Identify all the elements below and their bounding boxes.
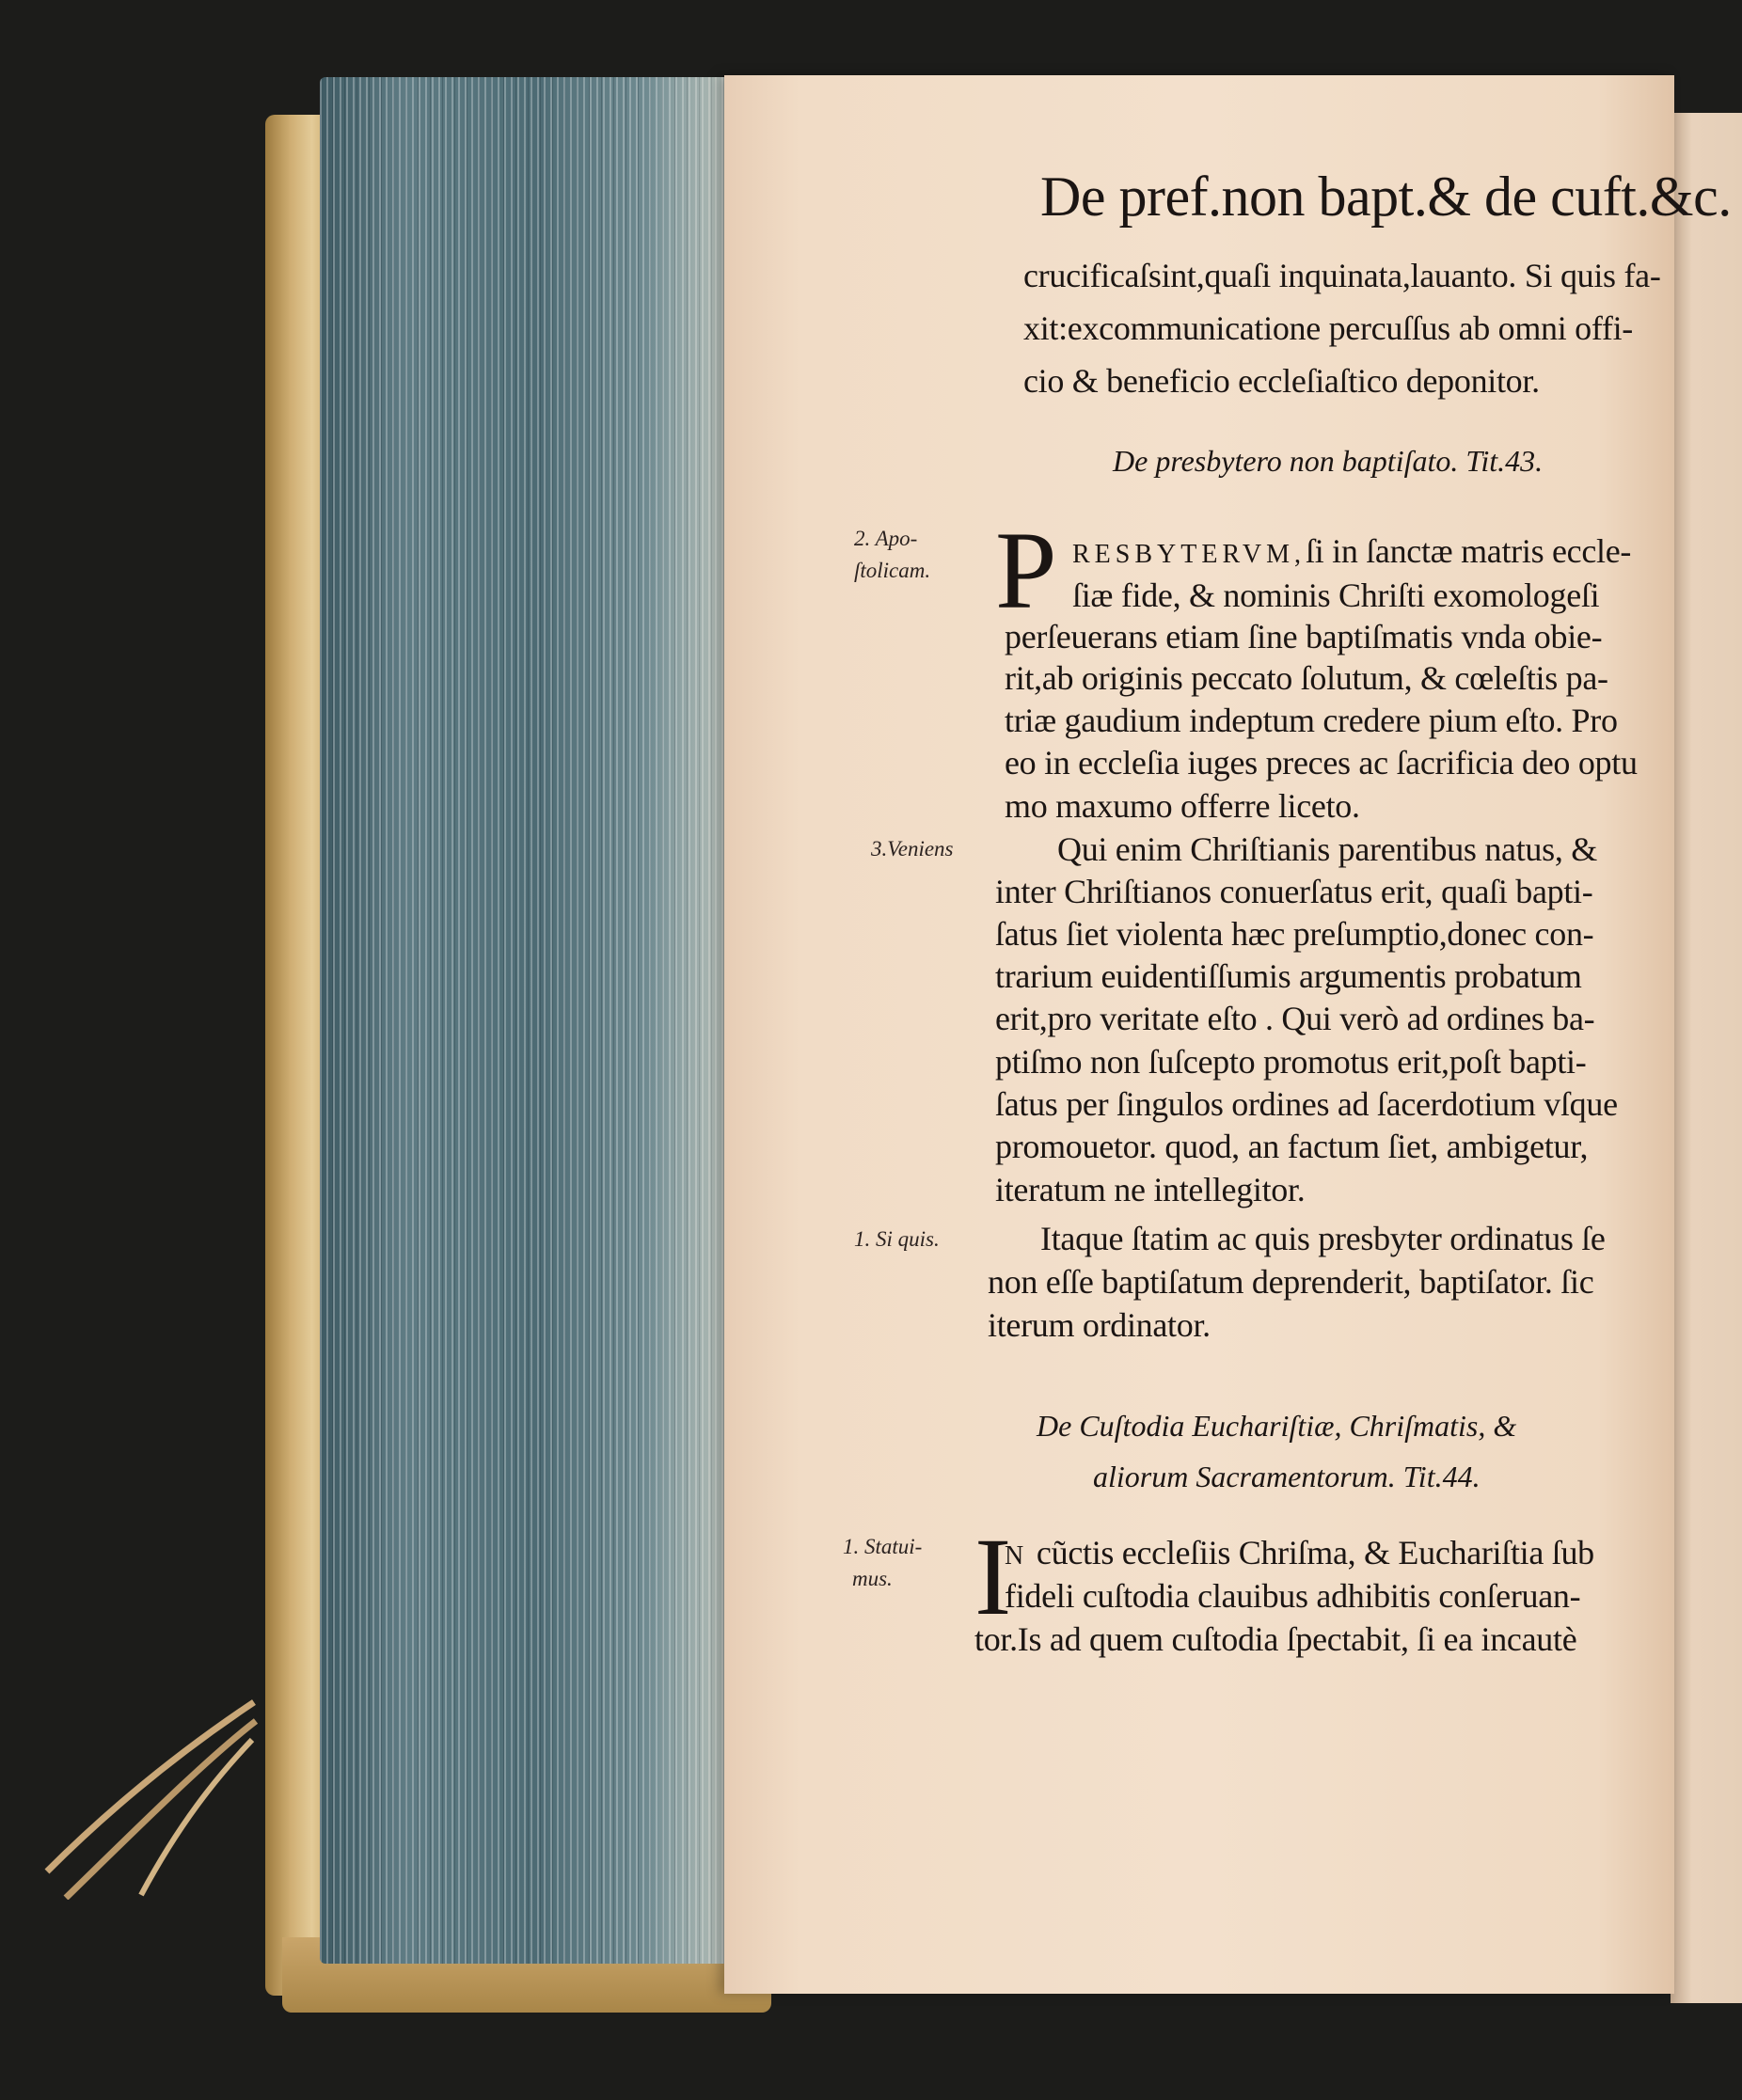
text-line: ſatus per ſingulos ordines ad ſacerdotium vſque bbox=[995, 1085, 1618, 1123]
text-line-first bbox=[1005, 1533, 1594, 1572]
text-line: ptiſmo non ſuſcepto promotus erit,poſt bapti- bbox=[995, 1043, 1587, 1081]
text-line: perſeuerans etiam ſine baptiſmatis vnda obie- bbox=[1005, 618, 1603, 655]
text-line: promouetor. quod, an factum ſiet, ambigetur, bbox=[995, 1128, 1589, 1165]
text-line: mo maxumo offerre liceto. bbox=[1005, 787, 1360, 825]
section-title-44: De Cuſtodia Euchariſtiæ, Chriſmatis, & bbox=[1037, 1409, 1517, 1443]
text-line: rit,ab originis peccato ſolutum, & cœleſtis pa- bbox=[1005, 659, 1608, 697]
margin-note: ſtolicam. bbox=[854, 559, 931, 582]
text-line: xit:excommunicatione percuſſus ab omni offi- bbox=[1023, 309, 1633, 347]
text-line: erit,pro veritate eſto . Qui verò ad ordines ba- bbox=[995, 1000, 1595, 1037]
small-caps-word: RESBYTERVM, bbox=[1072, 540, 1306, 569]
text-line: trarium euidentiſſumis argumentis probatum bbox=[995, 957, 1582, 995]
text-line-first bbox=[1072, 531, 1631, 571]
facing-page-edge bbox=[1671, 113, 1742, 2003]
text-line: ſiæ fide, & nominis Chriſti exomologeſi bbox=[1072, 576, 1600, 614]
text-line: iterum ordinator. bbox=[988, 1306, 1211, 1344]
text-line: triæ gaudium indeptum credere pium eſto. Pro bbox=[1005, 702, 1618, 739]
margin-note: 3.Veniens bbox=[871, 837, 954, 861]
margin-note: 2. Apo- bbox=[854, 527, 918, 550]
small-caps-word: N bbox=[1005, 1541, 1029, 1571]
text-line: Itaque ſtatim ac quis presbyter ordinatus ſe bbox=[1040, 1220, 1606, 1257]
text-line: ſatus ſiet violenta hæc preſumptio,donec con- bbox=[995, 915, 1594, 953]
text-line: Qui enim Chriſtianis parentibus natus, & bbox=[1057, 830, 1597, 868]
text-line: iteratum ne intellegitor. bbox=[995, 1171, 1306, 1208]
text-line: fideli cuſtodia clauibus adhibitis conſeruan- bbox=[1005, 1577, 1581, 1615]
text-line: non eſſe baptiſatum deprenderit, baptiſator. ſic bbox=[988, 1263, 1594, 1301]
margin-note: mus. bbox=[852, 1567, 893, 1590]
text-line: eo in eccleſia iuges preces ac ſacrificia deo optu bbox=[1005, 744, 1638, 782]
margin-note: 1. Statui- bbox=[843, 1535, 923, 1558]
running-header: De pref.non bapt.& de cuft.&c. bbox=[1040, 166, 1732, 228]
text-fragment: ſi in ſanctæ matris eccle- bbox=[1306, 532, 1632, 570]
ribbon-bookmark bbox=[38, 1683, 263, 1900]
section-title-44-cont: aliorum Sacramentorum. Tit.44. bbox=[1093, 1460, 1481, 1493]
drop-cap: I bbox=[974, 1515, 1012, 1638]
text-line: inter Chriſtianos conuerſatus erit, quaſi bapti- bbox=[995, 873, 1593, 910]
margin-note: 1. Si quis. bbox=[854, 1227, 940, 1251]
section-title-43: De presbytero non baptiſato. Tit.43. bbox=[1113, 444, 1544, 478]
text-line: cio & beneficio eccleſiaſtico deponitor. bbox=[1023, 362, 1540, 400]
text-line: crucificaſsint,quaſi inquinata,lauanto. Si quis fa- bbox=[1023, 257, 1661, 294]
text-line: tor.Is ad quem cuſtodia ſpectabit, ſi ea incautè bbox=[974, 1620, 1577, 1658]
drop-cap: P bbox=[995, 509, 1057, 632]
text-fragment: cũctis eccleſiis Chriſma, & Euchariſtia ſub bbox=[1028, 1534, 1594, 1571]
